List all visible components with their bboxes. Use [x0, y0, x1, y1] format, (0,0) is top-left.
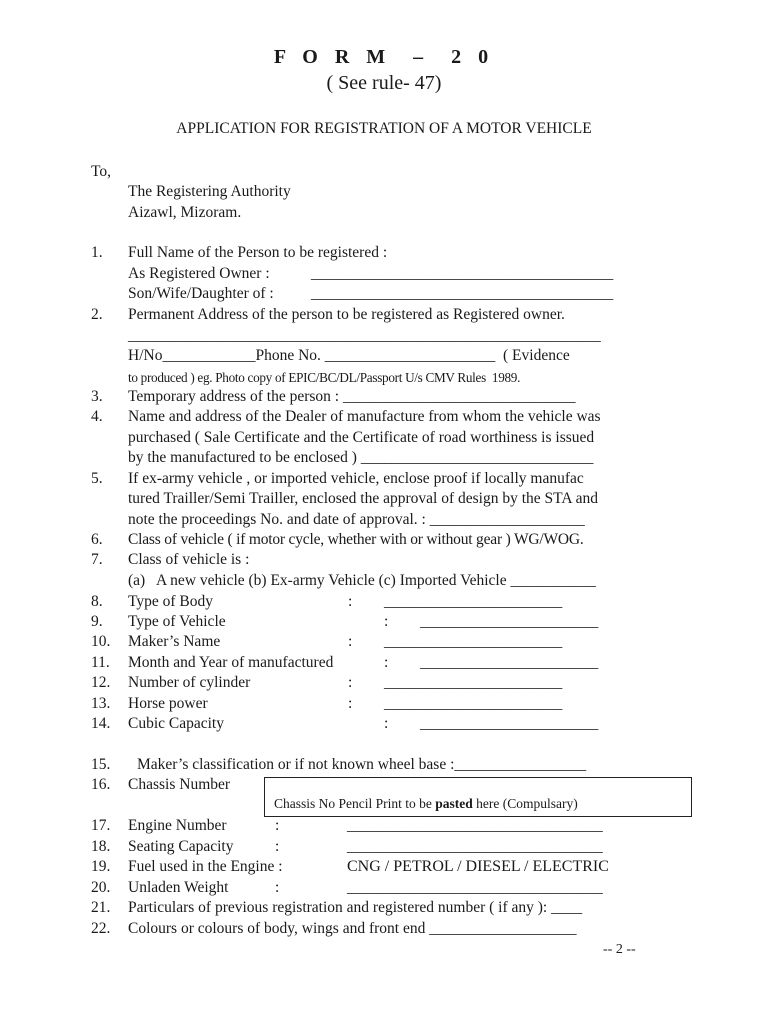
horse-power-field[interactable]: _______________________ [384, 695, 563, 712]
body-type-field[interactable]: _______________________ [384, 593, 563, 610]
house-phone-line[interactable]: H/No____________Phone No. ______________________ ( Evidence [128, 347, 570, 364]
item-7-number: 7. [91, 551, 103, 568]
vehicle-class-options[interactable]: (a) A new vehicle (b) Ex-army Vehicle (c) Imported Vehicle ___________ [128, 572, 596, 589]
unladen-weight-colon: : [275, 879, 280, 896]
relation-field[interactable]: _______________________________________ [311, 285, 614, 302]
item-4-line-1: Name and address of the Dealer of manufacture from whom the vehicle was [128, 408, 601, 425]
item-15-number: 15. [91, 756, 111, 773]
engine-number-field[interactable]: _________________________________ [347, 817, 603, 834]
item-7-text: Class of vehicle is : [128, 551, 250, 568]
to-label: To, [91, 163, 112, 180]
relation-label: Son/Wife/Daughter of : [128, 285, 274, 302]
cylinder-label: Number of cylinder [128, 674, 251, 691]
maker-name-colon: : [348, 633, 353, 650]
vehicle-type-colon: : [384, 613, 389, 630]
previous-registration-line[interactable]: Particulars of previous registration and registered number ( if any ): ____ [128, 899, 583, 916]
horse-power-label: Horse power [128, 695, 208, 712]
item-9-number: 9. [91, 613, 103, 630]
manufacture-date-colon: : [384, 654, 389, 671]
cylinder-field[interactable]: _______________________ [384, 674, 563, 691]
unladen-weight-field[interactable]: _________________________________ [347, 879, 603, 896]
item-4-number: 4. [91, 408, 103, 425]
owner-label: As Registered Owner : [128, 265, 270, 282]
item-10-number: 10. [91, 633, 111, 650]
authority-place: Aizawl, Mizoram. [128, 204, 242, 221]
item-19-number: 19. [91, 858, 111, 875]
horse-power-colon: : [348, 695, 353, 712]
chassis-number-label: Chassis Number [128, 776, 231, 793]
fuel-options[interactable]: CNG / PETROL / DIESEL / ELECTRIC [347, 858, 609, 875]
cubic-capacity-colon: : [384, 715, 389, 732]
item-14-number: 14. [91, 715, 111, 732]
vehicle-type-label: Type of Vehicle [128, 613, 226, 630]
body-type-label: Type of Body [128, 593, 214, 610]
page-number: -- 2 -- [603, 942, 636, 957]
colours-line[interactable]: Colours or colours of body, wings and front end ___________________ [128, 920, 577, 937]
permanent-address-field[interactable]: _____________________________________________________________ [128, 327, 601, 344]
form-title: F O R M – 2 0 [273, 46, 495, 68]
item-16-number: 16. [91, 776, 111, 793]
cubic-capacity-field[interactable]: _______________________ [420, 715, 599, 732]
item-4-line-2: purchased ( Sale Certificate and the Certificate of road worthiness is issued [128, 429, 595, 446]
item-1-title: Full Name of the Person to be registered : [128, 244, 388, 261]
manufacture-date-label: Month and Year of manufactured [128, 654, 334, 671]
wheel-base-line[interactable]: Maker’s classification or if not known wheel base :_________________ [137, 756, 587, 773]
form-heading: APPLICATION FOR REGISTRATION OF A MOTOR VEHICLE [176, 120, 592, 137]
cylinder-colon: : [348, 674, 353, 691]
owner-field[interactable]: _______________________________________ [311, 265, 614, 282]
engine-number-label: Engine Number [128, 817, 227, 834]
authority-line: The Registering Authority [128, 183, 291, 200]
maker-name-label: Maker’s Name [128, 633, 221, 650]
item-21-number: 21. [91, 899, 111, 916]
item-5-line-1: If ex-army vehicle , or imported vehicle, enclose proof if locally manufac [128, 470, 584, 487]
manufacture-date-field[interactable]: _______________________ [420, 654, 599, 671]
item-5-number: 5. [91, 470, 103, 487]
cubic-capacity-label: Cubic Capacity [128, 715, 224, 732]
item-20-number: 20. [91, 879, 111, 896]
item-18-number: 18. [91, 838, 111, 855]
item-17-number: 17. [91, 817, 111, 834]
evidence-note: to produced ) eg. Photo copy of EPIC/BC/DL/Passport U/s CMV Rules 1989. [128, 370, 521, 385]
item-11-number: 11. [91, 654, 110, 671]
seating-capacity-field[interactable]: _________________________________ [347, 838, 603, 855]
item-5-line-2: tured Trailler/Semi Trailler, enclosed the approval of design by the STA and [128, 490, 598, 507]
item-1-number: 1. [91, 244, 103, 261]
item-4-line-3[interactable]: by the manufactured to be enclosed ) ______________________________ [128, 449, 594, 466]
engine-number-colon: : [275, 817, 280, 834]
item-6-number: 6. [91, 531, 103, 548]
item-6-text: Class of vehicle ( if motor cycle, whether with or without gear ) WG/WOG. [128, 531, 584, 548]
fuel-label: Fuel used in the Engine : [128, 858, 283, 875]
seating-capacity-label: Seating Capacity [128, 838, 234, 855]
temporary-address-line[interactable]: Temporary address of the person : ______________________________ [128, 388, 576, 405]
body-type-colon: : [348, 593, 353, 610]
item-2-title: Permanent Address of the person to be registered as Registered owner. [128, 306, 565, 323]
item-2-number: 2. [91, 306, 103, 323]
item-12-number: 12. [91, 674, 111, 691]
item-8-number: 8. [91, 593, 103, 610]
chassis-print-instruction: Chassis No Pencil Print to be pasted here (Compulsary) [274, 796, 578, 811]
seating-capacity-colon: : [275, 838, 280, 855]
vehicle-type-field[interactable]: _______________________ [420, 613, 599, 630]
item-3-number: 3. [91, 388, 103, 405]
item-5-line-3[interactable]: note the proceedings No. and date of approval. : ____________________ [128, 511, 585, 528]
item-22-number: 22. [91, 920, 111, 937]
maker-name-field[interactable]: _______________________ [384, 633, 563, 650]
form-rule: ( See rule- 47) [326, 72, 442, 94]
unladen-weight-label: Unladen Weight [128, 879, 229, 896]
item-13-number: 13. [91, 695, 111, 712]
